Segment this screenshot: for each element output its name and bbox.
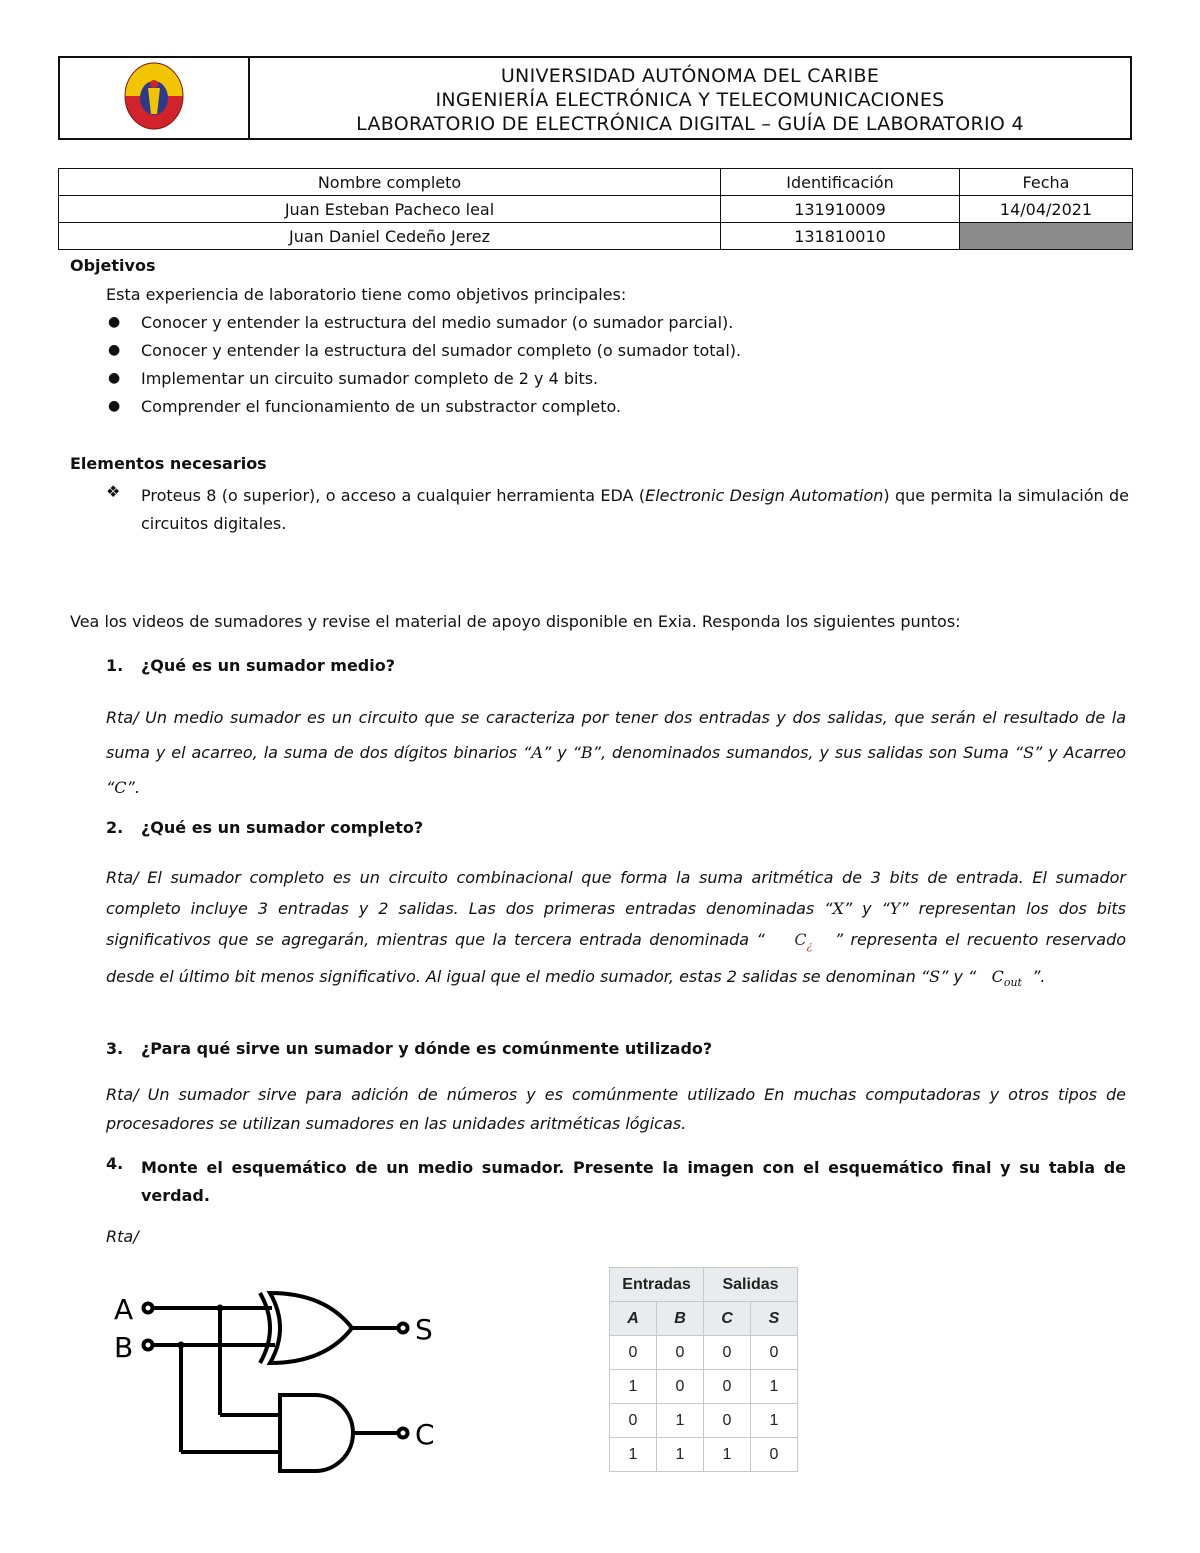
answer-3: Rta/ Un sumador sirve para adición de números y es comúnmente utilizado En muchas computadoras y otros tipos de procesadores se utilizan sumadores en las unidades aritméticas lógicas. [106,1085,1126,1133]
col-header: C [704,1302,751,1336]
col-header: A [610,1302,657,1336]
objectives-title: Objetivos [70,256,156,275]
table-row [610,1268,798,1302]
student-name: Juan Daniel Cedeño Jerez [59,223,721,250]
and-gate [280,1395,353,1471]
objectives-intro: Esta experiencia de laboratorio tiene como objetivos principales: [106,285,627,304]
empty-date-cell [960,223,1133,250]
cell: 0 [704,1370,751,1404]
cell: 0 [610,1404,657,1438]
header-name: Nombre completo [59,169,721,196]
col-header: B [657,1302,704,1336]
university-name: UNIVERSIDAD AUTÓNOMA DEL CARIBE [500,65,880,87]
question-number: 4. [106,1154,124,1173]
cell: 1 [704,1438,751,1472]
student-id: 131910009 [721,196,960,223]
input-a-terminal [144,1304,153,1313]
cell: 1 [657,1404,704,1438]
cell: 0 [751,1438,798,1472]
question-number: 1. [106,656,124,675]
cell: 0 [704,1404,751,1438]
cell: 0 [657,1370,704,1404]
cell: 0 [657,1336,704,1370]
bullet-icon: ● [108,342,121,358]
cell: 1 [751,1404,798,1438]
bullet-icon: ● [108,370,121,386]
cell: 1 [610,1438,657,1472]
question-2: ¿Qué es un sumador completo? [141,818,424,837]
cell: 1 [610,1370,657,1404]
answer-2: Rta/ El sumador completo es un circuito combinacional que forma la suma aritmética de 3 bits de entrada. El sumador completo incluye 3 entradas y 2 salidas. Las dos primeras entradas denominadas “X” y “Y” representan los dos bits significativos que se agregarán, mientras que la tercera entrada denominada “ $C_¿$ ” representa el recuento reservado desde el último bit menos significativo. Al igual que el medio sumador, estas 2 salidas se denominan “S” y “ $C_{out}$ ”. [106,868,1127,990]
header-date: Fecha [960,169,1133,196]
label-b: B [114,1331,134,1364]
elements-item: Proteus 8 (o superior), o acceso a cualquier herramienta EDA (Electronic Design Automation) que permita la simulación de circuitos digitales. [141,486,1129,533]
half-adder-schematic [110,1285,450,1485]
table-row [610,1438,798,1472]
table-row [610,1336,798,1370]
student-id: 131810010 [721,223,960,250]
objective-item: Comprender el funcionamiento de un substractor completo. [141,397,622,416]
answer-4: Rta/ [106,1227,139,1246]
lab-title: LABORATORIO DE ELECTRÓNICA DIGITAL – GUÍA DE LABORATORIO 4 [356,113,1024,135]
program-name: INGENIERÍA ELECTRÓNICA Y TELECOMUNICACIONES [435,89,945,111]
diamond-bullet-icon: ❖ [106,482,121,501]
report-date: 14/04/2021 [960,196,1133,223]
table-row [59,223,1133,250]
header-entradas: Entradas [610,1268,704,1302]
question-3: ¿Para qué sirve un sumador y dónde es comúnmente utilizado? [141,1039,713,1058]
logo-cell [60,58,250,138]
cell: 1 [751,1370,798,1404]
document-header [58,56,1132,140]
label-a: A [114,1293,134,1326]
label-c: C [415,1418,435,1451]
objective-item: Conocer y entender la estructura del medio sumador (o sumador parcial). [141,313,734,332]
xor-gate-back [260,1293,270,1363]
input-b-terminal [144,1341,153,1350]
objective-item: Implementar un circuito sumador completo de 2 y 4 bits. [141,369,599,388]
student-name: Juan Esteban Pacheco leal [59,196,721,223]
header-salidas: Salidas [704,1268,798,1302]
cell: 0 [610,1336,657,1370]
question-1: ¿Qué es un sumador medio? [141,656,396,675]
question-number: 2. [106,818,124,837]
cell: 1 [657,1438,704,1472]
bullet-icon: ● [108,314,121,330]
table-row [59,196,1133,223]
table-row [610,1404,798,1438]
table-row [610,1302,798,1336]
instructions: Vea los videos de sumadores y revise el material de apoyo disponible en Exia. Responda los siguientes puntos: [70,612,961,631]
university-logo [60,58,248,138]
question-4: Monte el esquemático de un medio sumador. Presente la imagen con el esquemático final y su tabla de verdad. [141,1158,1126,1205]
header-id: Identificación [721,169,960,196]
xor-gate [270,1293,352,1363]
table-row [59,169,1133,196]
cell: 0 [751,1336,798,1370]
truth-table [609,1267,798,1472]
col-header: S [751,1302,798,1336]
student-info-table [58,168,1133,250]
cell: 0 [704,1336,751,1370]
answer-1: Rta/ Un medio sumador es un circuito que se caracteriza por tener dos entradas y dos salidas, que serán el resultado de la suma y el acarreo, la suma de dos dígitos binarios “A” y “B”, denominados sumandos, y sus salidas son Suma “S” y Acarreo “C”. [106,708,1127,797]
elements-title: Elementos necesarios [70,454,267,473]
question-number: 3. [106,1039,124,1058]
label-s: S [415,1313,433,1346]
table-row [610,1370,798,1404]
objective-item: Conocer y entender la estructura del sumador completo (o sumador total). [141,341,742,360]
bullet-icon: ● [108,398,121,414]
header-titles [250,64,1130,136]
